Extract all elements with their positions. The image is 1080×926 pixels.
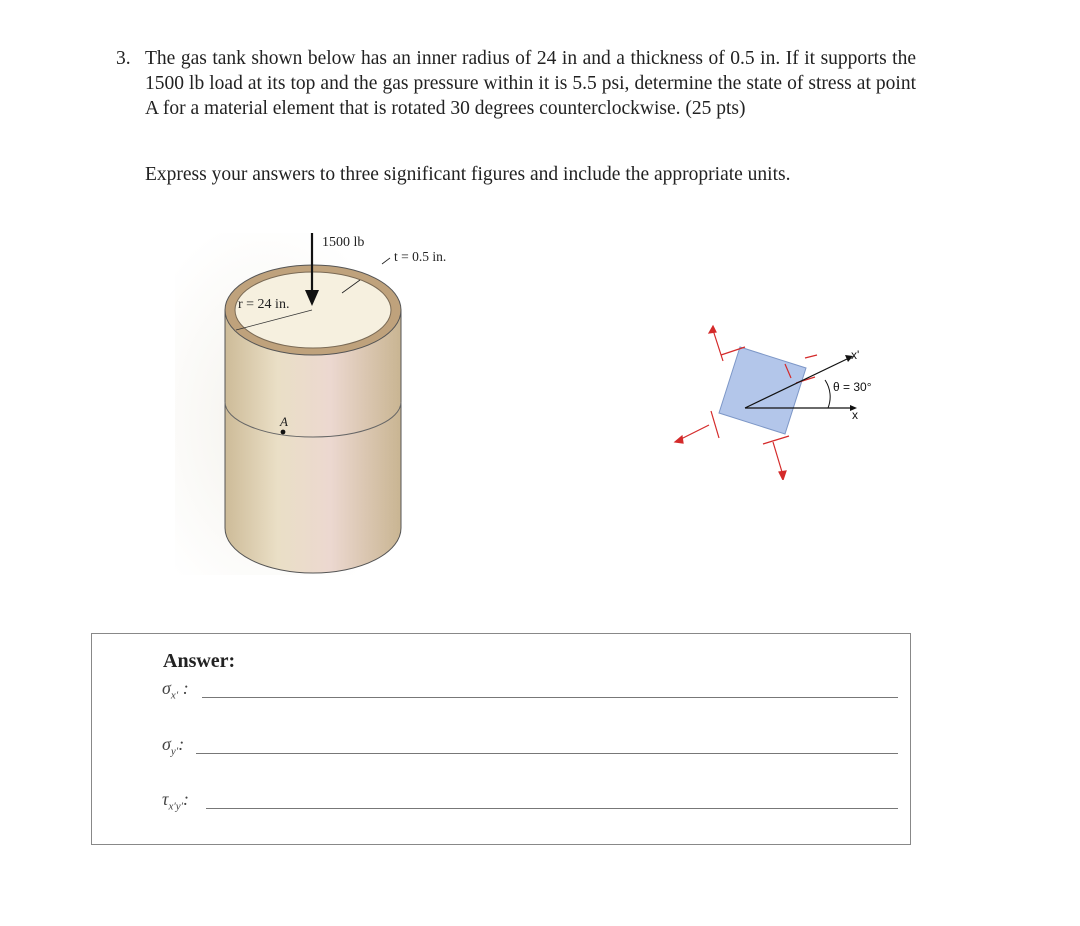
answer-box	[91, 633, 911, 845]
left-tick	[711, 411, 719, 438]
load-label: 1500 lb	[322, 235, 365, 250]
answer-row-tau-xy	[162, 789, 898, 813]
gas-tank-figure	[170, 228, 470, 578]
right-upper-tick	[805, 355, 817, 358]
answer-input-sigma-x[interactable]	[202, 697, 898, 698]
rotated-element-figure	[665, 320, 905, 480]
top-left-arrow-head	[709, 326, 716, 333]
bottom-tick	[763, 436, 789, 444]
answer-row-sigma-y	[162, 734, 898, 758]
problem-statement	[116, 46, 916, 185]
angle-arc	[825, 380, 830, 408]
problem-number: 3.	[116, 48, 131, 69]
radius-label: r = 24 in.	[238, 297, 290, 312]
top-left-arrow	[713, 330, 723, 361]
answer-title: Answer:	[163, 650, 236, 672]
answer-label-tau-xy: $\tau_{x'y'}$:	[162, 789, 190, 813]
x-prime-label: x'	[851, 348, 860, 362]
stress-element	[719, 347, 806, 434]
left-arrow-head	[675, 436, 683, 443]
thickness-label: t = 0.5 in.	[394, 249, 447, 264]
answer-input-tau-xy[interactable]	[206, 808, 898, 809]
point-a-marker	[281, 430, 286, 435]
problem-instruction: Express your answers to three significant figures and include the appropriate units.	[145, 164, 791, 185]
answer-row-sigma-x	[162, 678, 898, 702]
point-a-label: A	[280, 414, 288, 429]
angle-label: θ = 30°	[833, 380, 872, 394]
problem-text: The gas tank shown below has an inner radius of 24 in and a thickness of 0.5 in. If it supports the 1500 lb load at its top and the gas pressure within it is 5.5 psi, determine the state of stress at point A for a material element that is rotated 30 degrees counterclockwise. (25 pts)	[145, 48, 916, 119]
answer-label-sigma-x: $\sigma_{x'}$ :	[162, 678, 189, 702]
bottom-arrow-head	[779, 471, 786, 480]
bottom-arrow	[773, 442, 782, 472]
left-arrow	[679, 425, 709, 440]
answer-label-sigma-y: $\sigma_{y'}$:	[162, 734, 185, 758]
x-label: x	[852, 408, 858, 422]
answer-input-sigma-y[interactable]	[196, 753, 898, 754]
